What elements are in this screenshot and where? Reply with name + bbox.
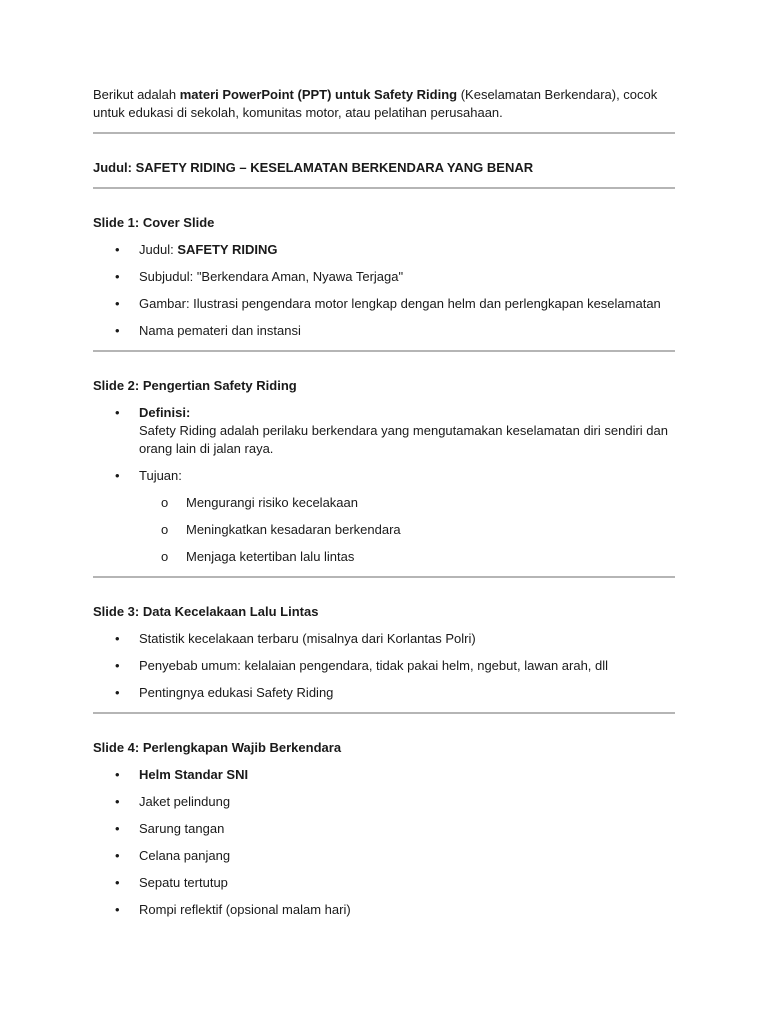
list-item: [93, 766, 675, 784]
tujuan-sublist: [139, 494, 675, 566]
definisi-text: Safety Riding adalah perilaku berkendara yang mengutamakan keselamatan diri sendiri dan orang lain di jalan raya.: [139, 423, 668, 456]
list-item-label: Judul:: [139, 242, 178, 257]
list-item: • Statistik kecelakaan terbaru (misalnya dari Korlantas Polri): [93, 630, 675, 648]
slide3-heading: Slide 3: Data Kecelakaan Lalu Lintas: [93, 604, 319, 619]
definisi-label: Definisi:: [139, 405, 191, 420]
divider: [93, 576, 675, 578]
intro-bold-text: materi PowerPoint (PPT) untuk Safety Riding: [179, 87, 458, 102]
sub-list-item: o Meningkatkan kesadaran berkendara: [139, 521, 675, 539]
list-item: • Gambar: Ilustrasi pengendara motor lengkap dengan helm dan perlengkapan keselamatan: [93, 295, 675, 313]
document-content: [93, 86, 675, 929]
list-item: • Jaket pelindung: [93, 793, 675, 811]
slide4-heading: Slide 4: Perlengkapan Wajib Berkendara: [93, 740, 342, 755]
sub-list-item: o Mengurangi risiko kecelakaan: [139, 494, 675, 512]
list-item: [93, 241, 675, 259]
slide3-list: [93, 630, 675, 702]
sub-list-item: o Menjaga ketertiban lalu lintas: [139, 548, 675, 566]
list-item: • Nama pemateri dan instansi: [93, 322, 675, 340]
divider: [93, 712, 675, 714]
list-item: • Subjudul: "Berkendara Aman, Nyawa Terjaga": [93, 268, 675, 286]
list-item: • Sarung tangan: [93, 820, 675, 838]
divider: [93, 132, 675, 134]
list-item-bold: Helm Standar SNI: [139, 767, 249, 782]
slide2-heading: Slide 2: Pengertian Safety Riding: [93, 378, 297, 393]
list-item: [93, 467, 675, 566]
divider: [93, 350, 675, 352]
list-item: • Rompi reflektif (opsional malam hari): [93, 901, 675, 919]
list-item: • Penyebab umum: kelalaian pengendara, tidak pakai helm, ngebut, lawan arah, dll: [93, 657, 675, 675]
list-item-bold: SAFETY RIDING: [177, 242, 278, 257]
slide4-list: [93, 766, 675, 919]
intro-paragraph: [93, 86, 675, 122]
list-item: [93, 404, 675, 458]
list-item: • Celana panjang: [93, 847, 675, 865]
document-title: Judul: SAFETY RIDING – KESELAMATAN BERKENDARA YANG BENAR: [93, 160, 534, 175]
intro-text: Berikut adalah: [93, 87, 180, 102]
slide1-heading: Slide 1: Cover Slide: [93, 215, 215, 230]
divider: [93, 187, 675, 189]
tujuan-label: Tujuan:: [139, 468, 182, 483]
list-item: • Sepatu tertutup: [93, 874, 675, 892]
intro-text-end: (Keselamatan Berkendara), cocok untuk edukasi di sekolah, komunitas motor, atau pelatihan perusahaan.: [93, 87, 658, 120]
slide2-list: [93, 404, 675, 566]
list-item: • Pentingnya edukasi Safety Riding: [93, 684, 675, 702]
slide1-list: [93, 241, 675, 340]
